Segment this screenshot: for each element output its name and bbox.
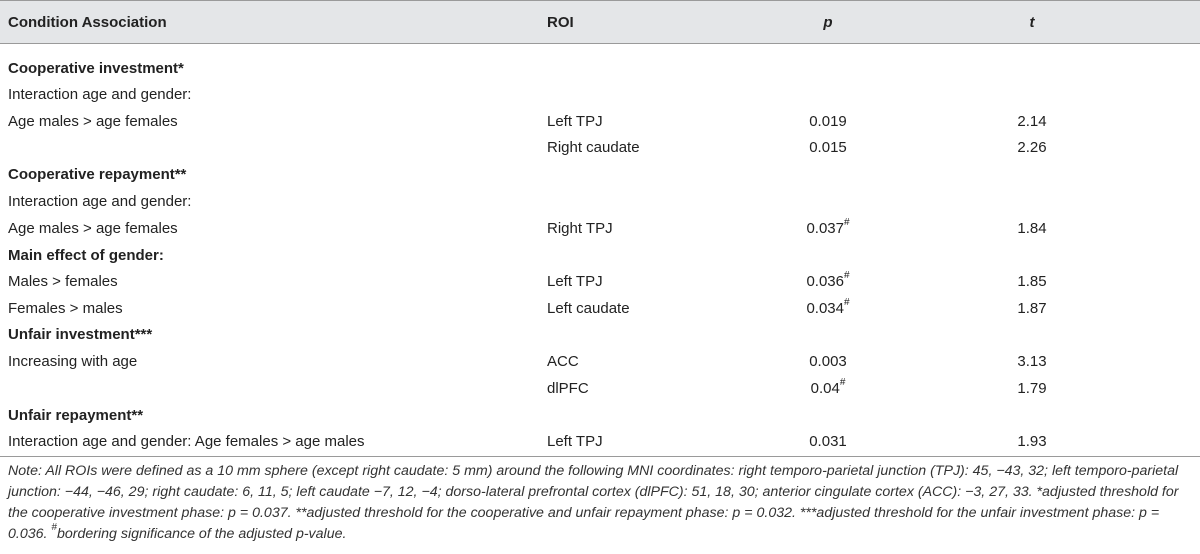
- t-value-cell: 1.84: [1017, 220, 1047, 237]
- p-value-cell: [776, 109, 880, 135]
- condition-cell: Interaction age and gender:: [8, 193, 192, 210]
- p-value-cell: [776, 216, 880, 242]
- section-heading: Cooperative repayment**: [8, 166, 187, 183]
- table-footnote: [8, 461, 1194, 545]
- roi-cell: dlPFC: [547, 380, 589, 397]
- header-p: p: [823, 14, 833, 31]
- condition-cell: Females > males: [8, 300, 123, 317]
- p-value-cell: [776, 135, 880, 161]
- p-value-cell: [776, 349, 880, 375]
- t-value-cell: 2.14: [1017, 113, 1047, 130]
- section-heading: Unfair repayment**: [8, 407, 144, 424]
- p-value: 0.036: [806, 273, 844, 290]
- table-row: [0, 189, 1200, 215]
- t-value-cell: 3.13: [1017, 353, 1047, 370]
- table-row: [0, 429, 1200, 455]
- footnote-hash-mark: #: [51, 522, 57, 534]
- t-value-cell: 2.26: [1017, 139, 1047, 156]
- p-value-cell: [776, 376, 880, 402]
- table-row: [0, 82, 1200, 108]
- significance-mark: #: [843, 297, 850, 308]
- p-value: 0.04: [810, 380, 840, 397]
- table-row: [0, 243, 1200, 269]
- roi-cell: Left caudate: [547, 300, 630, 317]
- header-roi: ROI: [547, 14, 574, 31]
- header-row: [0, 10, 1200, 36]
- p-value: 0.031: [809, 433, 847, 450]
- significance-mark: #: [843, 270, 850, 281]
- table-row: [0, 56, 1200, 82]
- condition-cell: Interaction age and gender: Age females > age males: [8, 433, 365, 450]
- table-row: [0, 376, 1200, 402]
- table-row: [0, 216, 1200, 242]
- roi-cell: ACC: [547, 353, 579, 370]
- t-value-cell: 1.79: [1017, 380, 1047, 397]
- table-row: [0, 162, 1200, 188]
- table-row: [0, 135, 1200, 161]
- section-heading: Cooperative investment*: [8, 60, 184, 77]
- table-row: [0, 322, 1200, 348]
- p-value: 0.003: [809, 353, 847, 370]
- table-row: [0, 403, 1200, 429]
- table-row: [0, 109, 1200, 135]
- header-t: t: [1029, 14, 1035, 31]
- p-value: 0.037: [806, 220, 844, 237]
- roi-cell: Right TPJ: [547, 220, 613, 237]
- roi-cell: Right caudate: [547, 139, 640, 156]
- condition-cell: Age males > age females: [8, 113, 178, 130]
- condition-cell: Males > females: [8, 273, 118, 290]
- p-value: 0.015: [809, 139, 847, 156]
- significance-mark: #: [843, 217, 850, 228]
- roi-cell: Left TPJ: [547, 113, 603, 130]
- t-value-cell: 1.87: [1017, 300, 1047, 317]
- condition-cell: Age males > age females: [8, 220, 178, 237]
- p-value: 0.019: [809, 113, 847, 130]
- significance-mark: #: [839, 377, 846, 388]
- condition-cell: Increasing with age: [8, 353, 138, 370]
- table-bottom-rule: [0, 456, 1200, 457]
- condition-cell: Interaction age and gender:: [8, 86, 192, 103]
- p-value-cell: [776, 296, 880, 322]
- footnote-hash-text: bordering significance of the adjusted p-value.: [56, 526, 347, 542]
- roi-cell: Left TPJ: [547, 433, 603, 450]
- table-header: [0, 0, 1200, 44]
- p-value: 0.034: [806, 300, 844, 317]
- footnote-text: Note: All ROIs were defined as a 10 mm sphere (except right caudate: 5 mm) around the following MNI coordinates: right temporo-parietal junction (TPJ): 45, −43, 32; left temporo-parietal junction: −44, −46, 29; right caudate: 6, 11, 5; left caudate −7, 12, −4; dorso-lateral prefrontal cortex (dlPFC): 51, 18, 30; anterior cingulate cortex (ACC): −3, 27, 33. *adjusted threshold for the cooperative investment phase: p = 0.037. **adjusted threshold for the cooperative and unfair repayment phase: p = 0.032. ***adjusted threshold for the unfair investment phase: p = 0.036.: [8, 463, 1179, 542]
- roi-cell: Left TPJ: [547, 273, 603, 290]
- header-condition-association: Condition Association: [8, 14, 167, 31]
- t-value-cell: 1.93: [1017, 433, 1047, 450]
- table-row: [0, 296, 1200, 322]
- p-value-cell: [776, 269, 880, 295]
- section-heading: Main effect of gender:: [8, 247, 164, 264]
- p-value-cell: [776, 429, 880, 455]
- t-value-cell: 1.85: [1017, 273, 1047, 290]
- table-row: [0, 349, 1200, 375]
- section-heading: Unfair investment***: [8, 326, 153, 343]
- table-row: [0, 269, 1200, 295]
